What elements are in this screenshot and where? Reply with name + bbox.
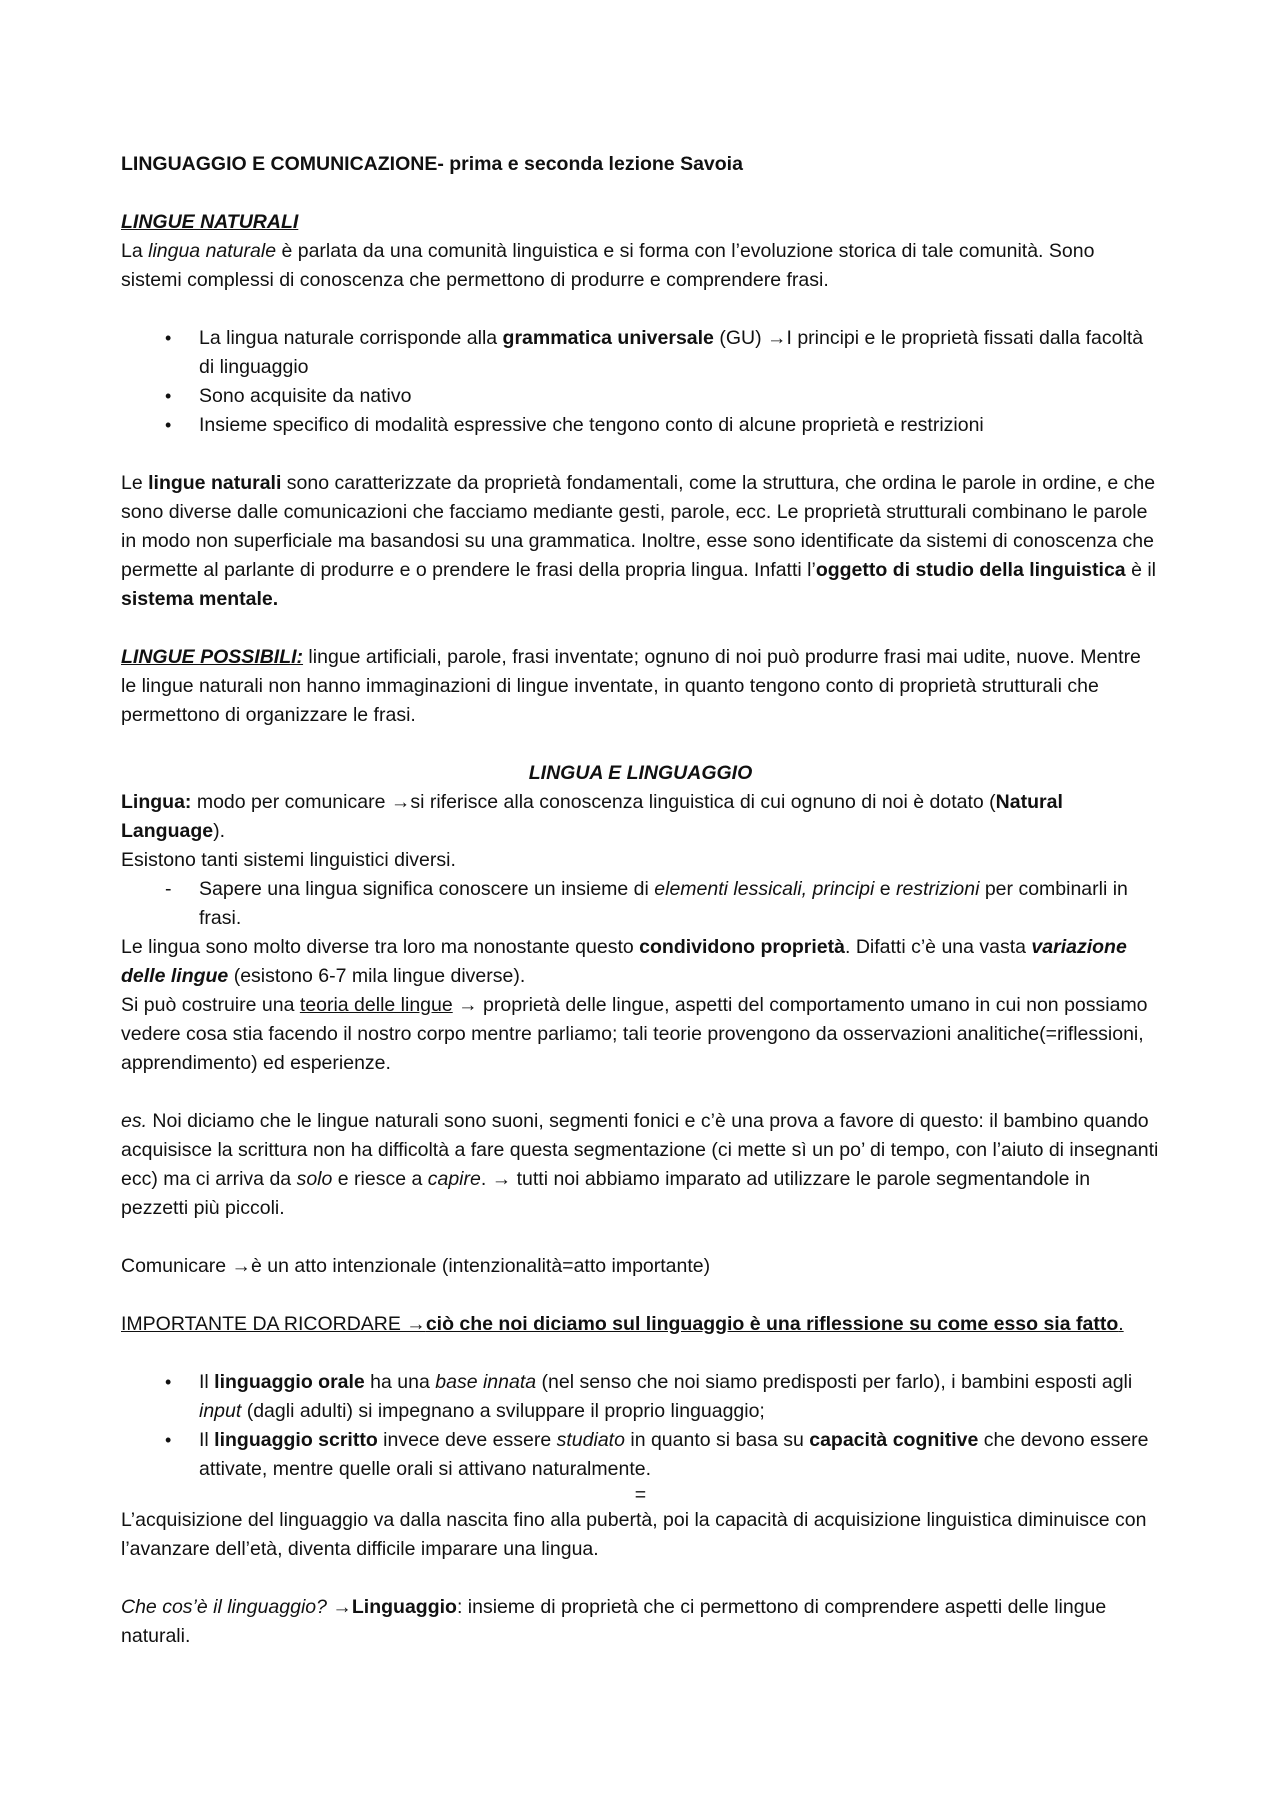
- paragraph-example: es. Noi diciamo che le lingue naturali sono suoni, segmenti fonici e c’è una prova a favore di questo: il bambino quando acquisisce la scrittura non ha difficoltà a fare questa segmentazione (ci mette sì un po’ di tempo, con l’aiuto di insegnanti ecc) ma ci arriva da solo e riesce a capire. → tutti noi abbiamo imparato ad utilizzare le parole segmentandole in pezzetti più piccoli.: [121, 1110, 1159, 1219]
- equals-sign: =: [634, 1484, 647, 1506]
- paragraph: La lingua naturale è parlata da una comunità linguistica e si forma con l’evoluzione storica di tale comunità. Sono sistemi complessi di conoscenza che permettono di produrre e comprendere frasi.: [121, 240, 1095, 291]
- doc-title: LINGUAGGIO E COMUNICAZIONE- prima e seconda lezione Savoia: [121, 153, 743, 175]
- bullet-icon: •: [165, 1372, 172, 1392]
- bullet-icon: •: [165, 415, 172, 435]
- section-heading-lingue-naturali: LINGUE NATURALI: [121, 211, 299, 233]
- paragraph-lingue-possibili: LINGUE POSSIBILI: lingue artificiali, parole, frasi inventate; ognuno di noi può produrre frasi mai udite, nuove. Mentre le lingue naturali non hanno immaginazioni di lingue inventate, in quanto tengono conto di proprietà strutturali che permettono di organizzare le frasi.: [121, 646, 1141, 726]
- bullet-icon: •: [165, 328, 172, 348]
- list-item: - Sapere una lingua significa conoscere un insieme di elementi lessicali, principi e restrizioni per combinarli in frasi.: [121, 875, 1160, 933]
- list-item: • La lingua naturale corrisponde alla grammatica universale (GU) →I principi e le proprietà fissati dalla facoltà di linguaggio: [121, 324, 1160, 382]
- important-note: IMPORTANTE DA RICORDARE →ciò che noi diciamo sul linguaggio è una riflessione su come esso sia fatto.: [121, 1313, 1124, 1335]
- paragraph: Le lingue naturali sono caratterizzate da proprietà fondamentali, come la struttura, che ordina le parole in ordine, e che sono diverse dalle comunicazioni che facciamo mediante gesti, parole, ecc. Le proprietà strutturali combinano le parole in modo non superficiale ma basandosi su una grammatica. Inoltre, esse sono identificate da sistemi di conoscenza che permette al parlante di produrre e o prendere le frasi della propria lingua. Infatti l’oggetto di studio della linguistica è il sistema mentale.: [121, 472, 1157, 610]
- paragraph: Esistono tanti sistemi linguistici diversi.: [121, 849, 456, 871]
- paragraph: L’acquisizione del linguaggio va dalla nascita fino alla pubertà, poi la capacità di acquisizione linguistica diminuisce con l’avanzare dell’età, diventa difficile imparare una lingua.: [121, 1509, 1147, 1560]
- paragraph: Si può costruire una teoria delle lingue → proprietà delle lingue, aspetti del comportamento umano in cui non possiamo vedere cosa stia facendo il nostro corpo mentre parliamo; tali teorie provengono da osservazioni analitiche(=riflessioni, apprendimento) ed esperienze.: [121, 994, 1148, 1074]
- paragraph: Comunicare →è un atto intenzionale (intenzionalità=atto importante): [121, 1255, 711, 1277]
- bullet-icon: •: [165, 386, 172, 406]
- dash-marker: -: [165, 878, 172, 900]
- section-heading-lingua-e-linguaggio: LINGUA E LINGUAGGIO: [528, 762, 753, 784]
- list-item: • Il linguaggio scritto invece deve essere studiato in quanto si basa su capacità cognitive che devono essere attivate, mentre quelle orali si attivano naturalmente.: [121, 1426, 1160, 1484]
- list-item: • Insieme specifico di modalità espressive che tengono conto di alcune proprietà e restrizioni: [121, 411, 1160, 440]
- list-item: • Il linguaggio orale ha una base innata (nel senso che noi siamo predisposti per farlo), i bambini esposti agli input (dagli adulti) si impegnano a sviluppare il proprio linguaggio;: [121, 1368, 1160, 1426]
- list-item: • Sono acquisite da nativo: [121, 382, 1160, 411]
- paragraph-definition: Che cos’è il linguaggio? →Linguaggio: insieme di proprietà che ci permettono di comprendere aspetti delle lingue naturali.: [121, 1596, 1107, 1647]
- bullet-icon: •: [165, 1430, 172, 1450]
- paragraph: Lingua: modo per comunicare →si riferisce alla conoscenza linguistica di cui ognuno di noi è dotato (Natural Language).: [121, 791, 1063, 842]
- paragraph: Le lingua sono molto diverse tra loro ma nonostante questo condividono proprietà. Difatti c’è una vasta variazione delle lingue (esistono 6-7 mila lingue diverse).: [121, 936, 1127, 987]
